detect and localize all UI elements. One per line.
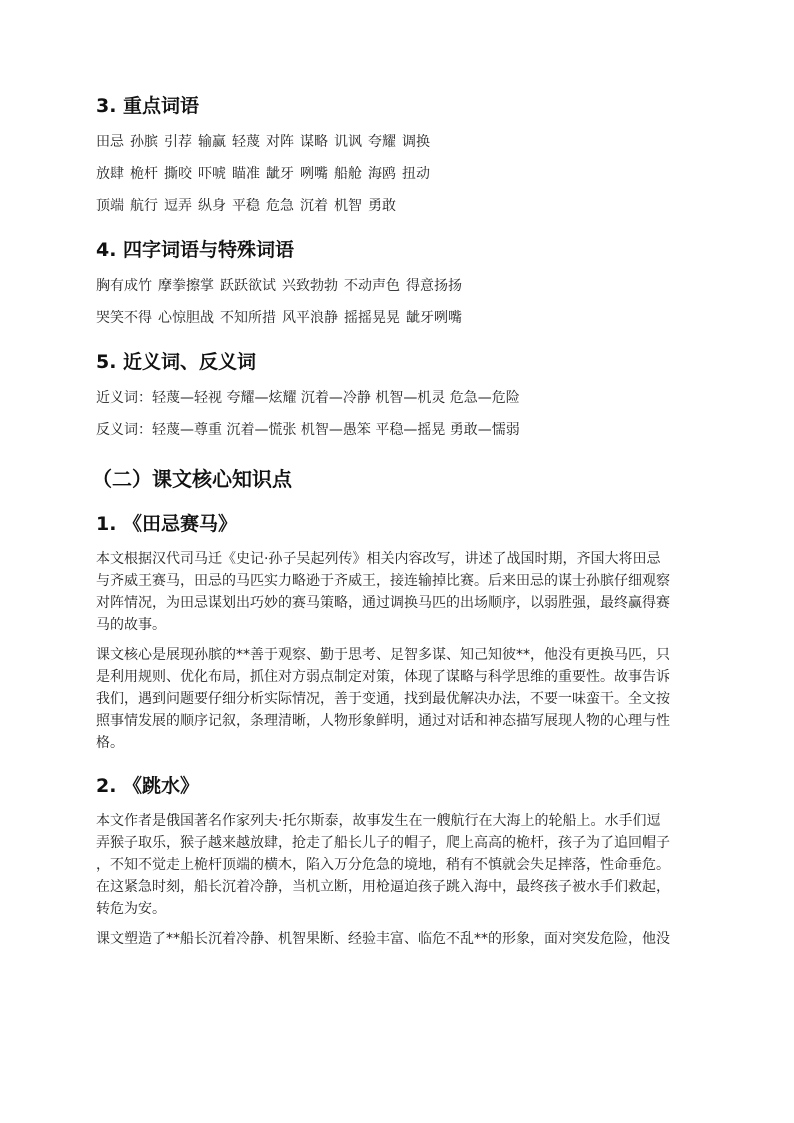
spacer bbox=[96, 762, 706, 774]
lesson-1-title: 1. 《田忌赛马》 bbox=[96, 513, 238, 535]
word-item: 孙膑 bbox=[130, 134, 158, 150]
word-item: 扭动 bbox=[402, 166, 430, 182]
paragraph-line: 对阵情况，为田忌谋划出巧妙的赛马策略，通过调换马匹的出场顺序，以弱胜强，最终赢得赛 bbox=[96, 595, 670, 611]
word-item: 危急 bbox=[266, 198, 294, 214]
part-2-title: （二）课文核心知识点 bbox=[92, 467, 292, 491]
lesson-2-title: 2. 《跳水》 bbox=[96, 775, 200, 797]
word-row bbox=[96, 164, 706, 184]
word-item: 讥讽 bbox=[334, 134, 362, 150]
section-4-word-list bbox=[96, 276, 706, 328]
word-item: 不知所措 bbox=[220, 310, 276, 326]
spacer bbox=[96, 228, 706, 238]
spacer bbox=[96, 340, 706, 350]
paragraph-line: 我们，遇到问题要仔细分析实际情况，善于变通，找到最优解决办法，不要一味蛮干。全文按 bbox=[96, 691, 670, 707]
word-item: 田忌 bbox=[96, 134, 124, 150]
word-row bbox=[96, 132, 706, 152]
paragraph-line: 格。 bbox=[96, 735, 124, 751]
word-item: 顶端 bbox=[96, 198, 124, 214]
word-item: 哭笑不得 bbox=[96, 310, 152, 326]
paragraph-line: 是利用规则、优化布局，抓住对方弱点制定对策，体现了谋略与科学思维的重要性。故事告诉 bbox=[96, 669, 670, 685]
paragraph-line: 课文塑造了**船长沉着冷静、机智果断、经验丰富、临危不乱**的形象，面对突发危险，他没 bbox=[96, 931, 670, 947]
word-item: 兴致勃勃 bbox=[282, 278, 338, 294]
word-item: 放肆 bbox=[96, 166, 124, 182]
paragraph-line: 课文核心是展现孙膑的**善于观察、勤于思考、足智多谋、知己知彼**，他没有更换马匹，只 bbox=[96, 647, 670, 663]
word-item: 心惊胆战 bbox=[158, 310, 214, 326]
section-5-title: 5. 近义词、反义词 bbox=[96, 351, 257, 373]
word-item: 摩拳擦掌 bbox=[158, 278, 214, 294]
word-item: 纵身 bbox=[198, 198, 226, 214]
paragraph-line: 本文作者是俄国著名作家列夫·托尔斯泰，故事发生在一艘航行在大海上的轮船上。水手们逗 bbox=[96, 813, 661, 829]
word-row bbox=[96, 308, 706, 328]
word-item: 对阵 bbox=[266, 134, 294, 150]
paragraph-line: 与齐威王赛马，田忌的马匹实力略逊于齐威王，接连输掉比赛。后来田忌的谋士孙膑仔细观察 bbox=[96, 573, 670, 589]
lesson-1-paragraph-1 bbox=[96, 548, 706, 636]
word-item: 摇摇晃晃 bbox=[344, 310, 400, 326]
word-row bbox=[96, 196, 706, 216]
paragraph-line: 马的故事。 bbox=[96, 617, 166, 633]
word-item: 瞄准 bbox=[232, 166, 260, 182]
word-item: 桅杆 bbox=[130, 166, 158, 182]
word-item: 吓唬 bbox=[198, 166, 226, 182]
paragraph-line: 弄猴子取乐，猴子越来越放肆，抢走了船长儿子的帽子，爬上高高的桅杆，孩子为了追回帽子 bbox=[96, 835, 670, 851]
word-item: 谋略 bbox=[300, 134, 328, 150]
lesson-2-paragraph-1 bbox=[96, 810, 706, 920]
word-item: 逗弄 bbox=[164, 198, 192, 214]
section-3-title: 3. 重点词语 bbox=[96, 95, 200, 117]
word-row bbox=[96, 276, 706, 296]
word-item: 沉着 bbox=[300, 198, 328, 214]
word-item: 轻蔑 bbox=[232, 134, 260, 150]
word-item: 船舱 bbox=[334, 166, 362, 182]
lesson-2-paragraph-2 bbox=[96, 928, 706, 950]
word-item: 调换 bbox=[402, 134, 430, 150]
word-item: 撕咬 bbox=[164, 166, 192, 182]
word-item: 勇敢 bbox=[368, 198, 396, 214]
section-3-word-list bbox=[96, 132, 706, 216]
paragraph-line: 照事情发展的顺序记叙，条理清晰，人物形象鲜明，通过对话和神态描写展现人物的心理与性 bbox=[96, 713, 670, 729]
word-item: 航行 bbox=[130, 198, 158, 214]
word-item: 机智 bbox=[334, 198, 362, 214]
word-item: 胸有成竹 bbox=[96, 278, 152, 294]
spacer bbox=[96, 452, 706, 466]
section-4-title: 4. 四字词语与特殊词语 bbox=[96, 239, 295, 261]
paragraph-line: 本文根据汉代司马迁《史记·孙子吴起列传》相关内容改写，讲述了战国时期，齐国大将田忌 bbox=[96, 551, 661, 567]
lesson-1-paragraph-2 bbox=[96, 644, 706, 754]
word-item: 风平浪静 bbox=[282, 310, 338, 326]
paragraph-line: 在这紧急时刻，船长沉着冷静，当机立断，用枪逼迫孩子跳入海中，最终孩子被水手们救起， bbox=[96, 879, 670, 895]
word-item: 平稳 bbox=[232, 198, 260, 214]
word-item: 不动声色 bbox=[344, 278, 400, 294]
synonyms-line: 近义词：轻蔑—轻视 夸耀—炫耀 沉着—冷静 机智—机灵 危急—危险 bbox=[96, 390, 520, 406]
word-item: 咧嘴 bbox=[300, 166, 328, 182]
paragraph-line: 转危为安。 bbox=[96, 901, 166, 917]
word-item: 龇牙咧嘴 bbox=[406, 310, 462, 326]
word-item: 引荐 bbox=[164, 134, 192, 150]
word-item: 得意扬扬 bbox=[406, 278, 462, 294]
antonyms-line: 反义词：轻蔑—尊重 沉着—慌张 机智—愚笨 平稳—摇晃 勇敢—懦弱 bbox=[96, 422, 520, 438]
word-item: 海鸥 bbox=[368, 166, 396, 182]
word-item: 龇牙 bbox=[266, 166, 294, 182]
paragraph-line: ，不知不觉走上桅杆顶端的横木，陷入万分危急的境地，稍有不慎就会失足摔落，性命垂危。 bbox=[96, 857, 670, 873]
word-item: 夸耀 bbox=[368, 134, 396, 150]
word-item: 跃跃欲试 bbox=[220, 278, 276, 294]
word-item: 输赢 bbox=[198, 134, 226, 150]
